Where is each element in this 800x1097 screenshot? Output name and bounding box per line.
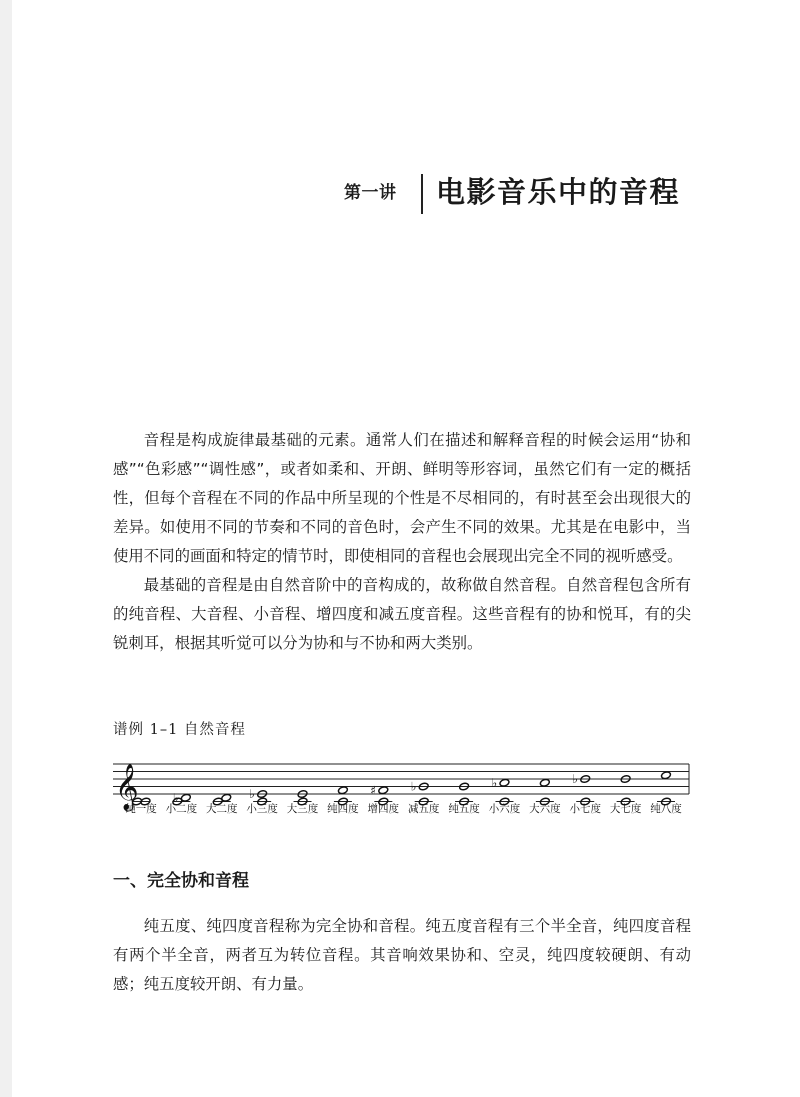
interval-label: 纯一度 [125,803,157,815]
interval-label: 小三度 [246,803,278,815]
treble-clef: 𝄞 [115,764,139,810]
paragraph: 纯五度、纯四度音程称为完全协和音程。纯五度音程有三个半全音，纯四度音程有两个半全音，两者互为转位音程。其音响效果协和、空灵，纯四度较硬朗、有动感；纯五度较开朗、有力量。 [113,917,691,993]
note-head [378,786,389,795]
interval-label: 增四度 [367,803,400,815]
interval-label: 小二度 [165,803,198,815]
note-head [499,778,510,787]
paragraph: 音程是构成旋律最基础的元素。通常人们在描述和解释音程的时候会运用“协和感”“色彩感”“调性感”，或者如柔和、开朗、鲜明等形容词，虽然它们有一定的概括性，但每个音程在不同的作品中所呈现的个性是不尽相同的，有时甚至会出现很大的差异。如使用不同的节奏和不同的音色时，会产生不同的效果。尤其是在电影中，当使用不同的画面和特定的情节时，即使相同的音程也会展现出完全不同的视听感受。 [113,431,691,565]
section-text [113,912,691,999]
chapter-label: 第一讲 [344,183,397,203]
score-svg [113,754,691,820]
flat-icon: ♭ [410,779,417,794]
note-head [181,793,192,802]
chapter-divider [421,174,423,214]
interval-label: 纯八度 [650,803,682,815]
interval-label: 纯五度 [448,803,480,815]
interval-label: 减五度 [407,803,440,815]
interval-label: 纯四度 [327,803,359,815]
music-score [113,754,691,820]
interval-label: 大六度 [529,803,561,815]
example-caption: 谱例 1–1 自然音程 [113,722,246,738]
chapter-header [330,168,710,218]
flat-icon: ♭ [249,787,255,801]
note-head [338,786,349,795]
intro-text [113,426,691,658]
sharp-icon: ♯ [370,783,377,798]
section-heading: 一、完全协和音程 [113,871,249,891]
interval-label: 大七度 [609,803,642,815]
paragraph: 最基础的音程是由自然音阶中的音构成的，故称做自然音程。自然音程包含所有的纯音程、大音程、小音程、增四度和减五度音程。这些音程有的协和悦耳，有的尖锐刺耳，根据其听觉可以分为协和与不协和两大类别。 [113,576,691,652]
interval-label: 小七度 [569,803,601,815]
interval-label: 大三度 [286,803,319,815]
interval-label: 大二度 [206,803,238,815]
note-head [540,778,551,787]
note-head [221,793,232,802]
chapter-title: 电影音乐中的音程 [436,175,681,209]
flat-icon: ♭ [572,772,578,786]
flat-icon: ♭ [491,775,498,790]
interval-label: 小六度 [488,803,521,815]
flat-icon: ♭ [172,790,179,805]
note-head [661,771,672,780]
page-edge-strip [0,0,12,1097]
